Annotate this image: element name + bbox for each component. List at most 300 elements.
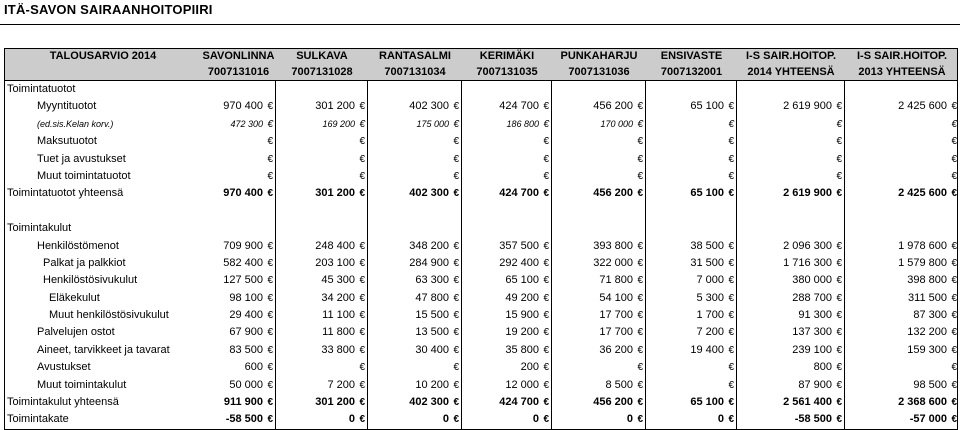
value-cell — [276, 359, 368, 376]
value-cell — [368, 377, 462, 394]
value-text: 29 400 — [229, 309, 263, 322]
value-text: 402 300 — [409, 396, 449, 409]
row-label: Palkat ja palkkiot — [43, 256, 126, 269]
currency-symbol: € — [267, 240, 273, 252]
value-text: 36 200 — [599, 343, 633, 356]
value-text: 0 — [717, 413, 724, 426]
value-cell — [368, 220, 462, 237]
value-text: 10 200 — [415, 378, 449, 391]
currency-symbol: € — [543, 170, 549, 182]
value-cell — [552, 307, 646, 324]
currency-symbol: € — [836, 118, 842, 130]
value-text: 7 000 — [696, 274, 724, 287]
currency-symbol: € — [836, 136, 842, 148]
currency-symbol: € — [728, 327, 734, 339]
value-text: 132 200 — [907, 326, 947, 339]
title-divider — [0, 24, 960, 25]
currency-symbol: € — [637, 153, 643, 165]
value-cell — [201, 220, 276, 237]
value-text: 2 619 900 — [783, 187, 832, 200]
value-cell — [737, 324, 845, 341]
table-row — [5, 98, 957, 115]
header-cell: 7007131028 — [291, 65, 353, 78]
value-cell — [646, 98, 737, 115]
value-cell — [368, 324, 462, 341]
value-cell — [552, 133, 646, 150]
currency-symbol: € — [453, 310, 459, 322]
value-cell — [646, 168, 737, 185]
value-text: 159 300 — [907, 343, 947, 356]
value-cell — [737, 168, 845, 185]
currency-symbol: € — [543, 327, 549, 339]
value-cell — [201, 151, 276, 168]
value-cell — [552, 272, 646, 289]
currency-symbol: € — [637, 188, 643, 200]
currency-symbol: € — [543, 362, 549, 374]
value-cell — [201, 185, 276, 202]
value-text: 301 200 — [315, 187, 355, 200]
value-text: 87 900 — [798, 378, 832, 391]
table-row — [5, 307, 957, 324]
currency-symbol: € — [359, 397, 365, 409]
value-text: 11 800 — [322, 326, 355, 339]
currency-symbol: € — [637, 118, 643, 130]
row-label: Toimintatuotot yhteensä — [7, 187, 124, 200]
currency-symbol: € — [951, 170, 957, 182]
value-cell — [845, 342, 959, 359]
value-cell — [552, 411, 646, 428]
value-text: 170 000 — [600, 118, 633, 129]
currency-symbol: € — [637, 170, 643, 182]
value-text: 348 200 — [409, 239, 449, 252]
currency-symbol: € — [359, 310, 365, 322]
table-row — [5, 81, 957, 98]
currency-symbol: € — [951, 344, 957, 356]
value-text: 2 425 600 — [898, 100, 947, 113]
currency-symbol: € — [359, 414, 365, 426]
value-text: 800 — [813, 361, 832, 374]
currency-symbol: € — [836, 362, 842, 374]
value-cell — [646, 185, 737, 202]
table-row — [5, 203, 957, 220]
value-cell — [368, 255, 462, 272]
value-text: 71 800 — [599, 274, 633, 287]
currency-symbol: € — [728, 362, 734, 374]
value-text: 424 700 — [499, 396, 539, 409]
currency-symbol: € — [453, 118, 459, 130]
value-cell — [276, 220, 368, 237]
row-label: Toimintakulut — [7, 222, 72, 235]
header-cell: 7007131036 — [568, 65, 630, 78]
currency-symbol: € — [359, 153, 365, 165]
value-text: 0 — [532, 413, 539, 426]
value-cell — [646, 307, 737, 324]
currency-symbol: € — [637, 379, 643, 391]
value-cell — [552, 255, 646, 272]
value-text: 127 500 — [223, 274, 263, 287]
value-cell — [845, 272, 959, 289]
currency-symbol: € — [453, 275, 459, 287]
value-text: 63 300 — [415, 274, 449, 287]
currency-symbol: € — [637, 240, 643, 252]
value-cell — [462, 81, 552, 98]
value-cell — [646, 359, 737, 376]
value-cell — [368, 411, 462, 428]
value-cell — [368, 185, 462, 202]
value-cell — [276, 168, 368, 185]
value-cell — [462, 377, 552, 394]
currency-symbol: € — [637, 257, 643, 269]
value-cell — [845, 116, 959, 133]
value-text: 5 300 — [696, 291, 724, 304]
value-text: 17 700 — [599, 309, 633, 322]
value-text: 98 100 — [229, 291, 263, 304]
currency-symbol: € — [728, 136, 734, 148]
value-cell — [737, 307, 845, 324]
currency-symbol: € — [543, 136, 549, 148]
value-cell — [368, 272, 462, 289]
value-cell — [845, 255, 959, 272]
value-text: 301 200 — [315, 100, 355, 113]
currency-symbol: € — [453, 136, 459, 148]
value-text: 65 100 — [690, 396, 724, 409]
table-row — [5, 151, 957, 168]
currency-symbol: € — [728, 188, 734, 200]
value-text: 970 400 — [223, 187, 263, 200]
value-cell — [276, 394, 368, 411]
value-cell — [845, 238, 959, 255]
value-text: 709 900 — [223, 239, 263, 252]
value-cell — [552, 98, 646, 115]
currency-symbol: € — [836, 170, 842, 182]
value-cell — [276, 203, 368, 220]
value-text: 200 — [520, 361, 539, 374]
value-cell — [276, 133, 368, 150]
currency-symbol: € — [453, 257, 459, 269]
table-row — [5, 185, 957, 202]
currency-symbol: € — [453, 379, 459, 391]
currency-symbol: € — [951, 101, 957, 113]
currency-symbol: € — [951, 257, 957, 269]
currency-symbol: € — [728, 292, 734, 304]
value-text: 175 000 — [416, 118, 449, 129]
currency-symbol: € — [453, 344, 459, 356]
currency-symbol: € — [728, 414, 734, 426]
table-row — [5, 133, 957, 150]
currency-symbol: € — [543, 397, 549, 409]
value-cell — [201, 272, 276, 289]
value-cell — [368, 151, 462, 168]
currency-symbol: € — [728, 118, 734, 130]
currency-symbol: € — [453, 362, 459, 374]
row-label: Eläkekulut — [49, 291, 100, 304]
currency-symbol: € — [453, 101, 459, 113]
table-row — [5, 272, 957, 289]
value-cell — [646, 255, 737, 272]
value-cell — [737, 151, 845, 168]
currency-symbol: € — [359, 257, 365, 269]
value-cell — [368, 203, 462, 220]
header-cell: PUNKAHARJU — [560, 50, 638, 62]
value-text: 292 400 — [499, 256, 539, 269]
value-cell — [201, 98, 276, 115]
header-cell: 7007131035 — [476, 65, 538, 78]
currency-symbol: € — [359, 275, 365, 287]
currency-symbol: € — [951, 327, 957, 339]
value-text: 12 000 — [505, 378, 539, 391]
value-text: 424 700 — [499, 187, 539, 200]
value-cell — [462, 151, 552, 168]
value-cell — [201, 255, 276, 272]
header-row-1 — [5, 49, 957, 65]
value-text: 456 200 — [593, 187, 633, 200]
value-cell — [201, 307, 276, 324]
value-cell — [201, 81, 276, 98]
value-cell — [552, 238, 646, 255]
value-text: 248 400 — [315, 239, 355, 252]
currency-symbol: € — [267, 101, 273, 113]
currency-symbol: € — [267, 118, 273, 130]
header-cell: ENSIVASTE — [660, 50, 723, 62]
currency-symbol: € — [951, 240, 957, 252]
value-cell — [737, 81, 845, 98]
value-cell — [845, 185, 959, 202]
value-text: 33 800 — [321, 343, 355, 356]
value-cell — [462, 411, 552, 428]
value-cell — [368, 394, 462, 411]
value-text: 970 400 — [223, 100, 263, 113]
value-text: 456 200 — [593, 396, 633, 409]
row-label: Toimintakulut yhteensä — [7, 396, 119, 409]
currency-symbol: € — [453, 327, 459, 339]
currency-symbol: € — [836, 101, 842, 113]
value-cell — [276, 290, 368, 307]
table-body — [5, 81, 957, 429]
currency-symbol: € — [267, 310, 273, 322]
row-label: Tuet ja avustukset — [37, 152, 126, 165]
value-text: 1 716 300 — [783, 256, 832, 269]
value-cell — [368, 133, 462, 150]
table-row — [5, 116, 957, 133]
currency-symbol: € — [359, 362, 365, 374]
value-text: 47 800 — [415, 291, 449, 304]
value-text: 19 400 — [690, 343, 724, 356]
value-cell — [845, 81, 959, 98]
value-text: 2 425 600 — [898, 187, 947, 200]
currency-symbol: € — [951, 362, 957, 374]
currency-symbol: € — [267, 397, 273, 409]
value-text: 2 561 400 — [783, 396, 832, 409]
currency-symbol: € — [728, 275, 734, 287]
currency-symbol: € — [951, 136, 957, 148]
currency-symbol: € — [637, 310, 643, 322]
row-label: Toimintatuotot — [7, 83, 76, 95]
value-cell — [462, 307, 552, 324]
value-cell — [368, 290, 462, 307]
header-row-2 — [5, 65, 957, 81]
value-text: 17 700 — [599, 326, 633, 339]
value-cell — [462, 394, 552, 411]
value-cell — [201, 342, 276, 359]
value-cell — [368, 307, 462, 324]
currency-symbol: € — [543, 153, 549, 165]
value-cell — [646, 377, 737, 394]
currency-symbol: € — [543, 344, 549, 356]
value-cell — [276, 324, 368, 341]
value-cell — [552, 220, 646, 237]
currency-symbol: € — [543, 292, 549, 304]
value-cell — [462, 290, 552, 307]
currency-symbol: € — [453, 153, 459, 165]
value-cell — [276, 255, 368, 272]
currency-symbol: € — [359, 327, 365, 339]
value-cell — [462, 238, 552, 255]
value-text: 65 100 — [690, 187, 724, 200]
value-cell — [737, 220, 845, 237]
value-cell — [646, 238, 737, 255]
currency-symbol: € — [543, 101, 549, 113]
value-cell — [201, 116, 276, 133]
value-cell — [737, 238, 845, 255]
value-text: 288 700 — [792, 291, 832, 304]
currency-symbol: € — [637, 275, 643, 287]
value-cell — [462, 342, 552, 359]
value-cell — [845, 133, 959, 150]
value-text: 91 300 — [798, 309, 832, 322]
value-text: 911 900 — [223, 396, 263, 409]
value-text: 15 500 — [415, 309, 449, 322]
value-cell — [646, 342, 737, 359]
value-cell — [276, 272, 368, 289]
value-cell — [462, 203, 552, 220]
currency-symbol: € — [267, 275, 273, 287]
value-text: 2 619 900 — [783, 100, 832, 113]
table-row — [5, 220, 957, 237]
value-cell — [201, 133, 276, 150]
value-cell — [462, 116, 552, 133]
currency-symbol: € — [267, 414, 273, 426]
value-text: 322 000 — [593, 256, 633, 269]
currency-symbol: € — [267, 257, 273, 269]
value-cell — [201, 359, 276, 376]
value-text: 0 — [442, 413, 449, 426]
value-text: 203 100 — [315, 256, 355, 269]
currency-symbol: € — [637, 362, 643, 374]
header-cell: I-S SAIR.HOITOP. — [745, 50, 837, 62]
value-text: 67 900 — [229, 326, 263, 339]
value-cell — [201, 168, 276, 185]
value-text: 8 500 — [605, 378, 633, 391]
currency-symbol: € — [728, 379, 734, 391]
value-cell — [646, 133, 737, 150]
value-text: 49 200 — [505, 291, 539, 304]
value-cell — [646, 272, 737, 289]
header-cell: 7007131034 — [384, 65, 446, 78]
value-cell — [737, 377, 845, 394]
currency-symbol: € — [637, 397, 643, 409]
value-cell — [368, 238, 462, 255]
value-cell — [646, 324, 737, 341]
value-cell — [646, 151, 737, 168]
value-cell — [845, 290, 959, 307]
row-label: Maksutuotot — [37, 135, 97, 148]
currency-symbol: € — [836, 153, 842, 165]
value-cell — [552, 168, 646, 185]
value-text: 7 200 — [327, 378, 355, 391]
currency-symbol: € — [267, 188, 273, 200]
value-cell — [646, 203, 737, 220]
row-label: Muut henkilöstösivukulut — [49, 309, 169, 322]
currency-symbol: € — [836, 310, 842, 322]
currency-symbol: € — [951, 275, 957, 287]
currency-symbol: € — [453, 397, 459, 409]
currency-symbol: € — [728, 310, 734, 322]
value-cell — [276, 238, 368, 255]
value-cell — [646, 220, 737, 237]
header-cell: 7007131016 — [207, 65, 270, 78]
value-text: 65 100 — [690, 100, 724, 113]
value-text: 402 300 — [409, 100, 449, 113]
currency-symbol: € — [359, 170, 365, 182]
table-row — [5, 324, 957, 341]
value-cell — [737, 116, 845, 133]
value-cell — [552, 203, 646, 220]
value-cell — [737, 98, 845, 115]
value-cell — [845, 151, 959, 168]
value-cell — [845, 377, 959, 394]
value-cell — [552, 185, 646, 202]
currency-symbol: € — [267, 327, 273, 339]
currency-symbol: € — [453, 292, 459, 304]
value-cell — [552, 116, 646, 133]
table-row — [5, 342, 957, 359]
header-cell: SULKAVA — [296, 50, 348, 62]
value-text: 0 — [626, 413, 633, 426]
value-cell — [462, 168, 552, 185]
table-row — [5, 168, 957, 185]
value-text: 402 300 — [409, 187, 449, 200]
value-text: 600 — [244, 361, 263, 374]
currency-symbol: € — [728, 257, 734, 269]
value-text: 2 096 300 — [783, 239, 832, 252]
table-row — [5, 411, 957, 428]
value-text: 357 500 — [499, 239, 539, 252]
currency-symbol: € — [637, 344, 643, 356]
currency-symbol: € — [543, 414, 549, 426]
currency-symbol: € — [267, 379, 273, 391]
value-cell — [462, 185, 552, 202]
value-cell — [462, 324, 552, 341]
row-label: Myyntituotot — [37, 100, 97, 113]
currency-symbol: € — [359, 188, 365, 200]
header-cell: SAVONLINNA — [202, 50, 275, 62]
row-label: Henkilöstösivukulut — [43, 274, 138, 287]
currency-symbol: € — [453, 240, 459, 252]
value-cell — [201, 203, 276, 220]
value-cell — [276, 411, 368, 428]
value-text: 7 200 — [696, 326, 724, 339]
value-text: -58 500 — [794, 413, 832, 426]
currency-symbol: € — [543, 188, 549, 200]
currency-symbol: € — [728, 153, 734, 165]
value-cell — [201, 238, 276, 255]
value-cell — [845, 394, 959, 411]
value-text: -58 500 — [225, 413, 263, 426]
budget-table — [4, 48, 958, 430]
value-cell — [737, 203, 845, 220]
value-cell — [201, 290, 276, 307]
currency-symbol: € — [836, 257, 842, 269]
